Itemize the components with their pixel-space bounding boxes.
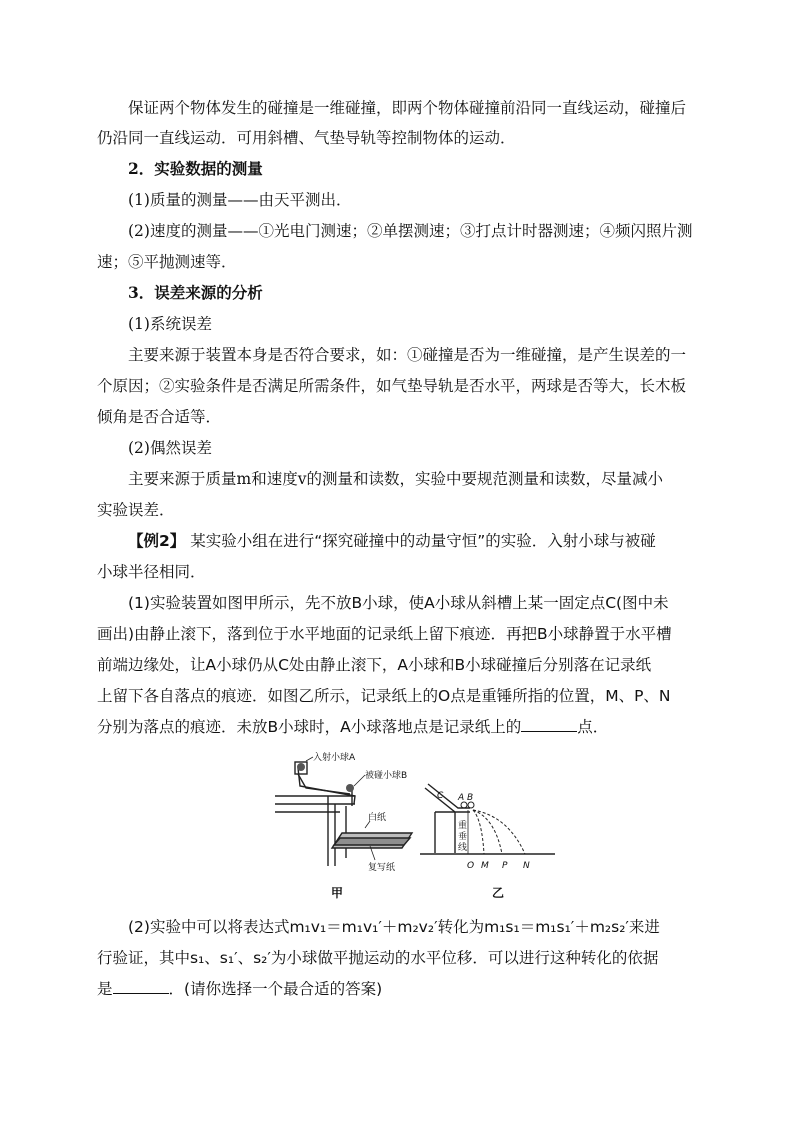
caption-jia: 甲 [331,886,344,900]
label-c: C [437,791,444,801]
section-heading: 2．实验数据的测量 [128,159,263,178]
label-n: N [523,861,530,871]
example-line: 画出)由静止滚下，落到位于水平地面的记录纸上留下痕迹．再把B小球静置于水平槽 [97,625,672,643]
para-line: (1)质量的测量——由天平测出． [128,191,352,209]
para-line: 仍沿同一直线运动．可用斜槽、气垫导轨等控制物体的运动． [97,129,516,147]
para-line: 速；⑤平抛测速等． [97,253,237,271]
subsection-heading: (2)偶然误差 [128,439,212,457]
ball-b-icon [346,784,354,792]
example-line: 行验证，其中s₁、s₁′、s₂′为小球做平抛运动的水平位移．可以进行这种转化的依据 [97,949,659,967]
question-text-end: 点． [577,718,609,736]
example-line [128,530,656,552]
label-carbon-paper: 复写纸 [368,863,396,873]
question-text: 是 [97,980,113,998]
label-m: M [481,861,489,871]
para-line: 个原因；②实验条件是否满足所需条件，如气垫导轨是否水平，两球是否等大，长木板 [97,377,687,395]
experiment-figure [270,748,560,907]
example-line [97,978,382,1000]
example-line [97,716,608,738]
example-line: (2)实验中可以将表达式m₁v₁＝m₁v₁′＋m₂v₂′转化为m₁s₁＝m₁s₁′＋m₂s₂′来进 [128,918,660,936]
label-o: O [467,861,475,871]
label-plumb: 垂 [458,832,468,842]
label-ball-a: 入射小球A [313,753,356,763]
label-ball-b: 被碰小球B [365,771,408,781]
para-line: 实验误差． [97,501,175,519]
label-plumb: 重 [458,821,468,831]
question-text: 分别为落点的痕迹．未放B小球时，A小球落地点是记录纸上的 [97,718,522,736]
ball-a-icon [297,763,305,771]
para-line: 主要来源于质量m和速度v的测量和读数，实验中要规范测量和读数，尽量减小 [128,470,663,488]
example-line: 小球半径相同． [97,563,206,581]
answer-blank [521,717,577,732]
para-line: 主要来源于装置本身是否符合要求，如：①碰撞是否为一维碰撞，是产生误差的一 [128,346,687,364]
example-text: 某实验小组在进行“探究碰撞中的动量守恒”的实验．入射小球与被碰 [190,532,656,550]
caption-yi: 乙 [492,886,505,900]
label-ab: A B [458,793,474,803]
label-white-paper: 白纸 [368,813,387,823]
section-heading: 3．误差来源的分析 [128,283,263,302]
para-line: 保证两个物体发生的碰撞是一维碰撞，即两个物体碰撞前沿同一直线运动，碰撞后 [128,99,687,117]
subsection-heading: (1)系统误差 [128,315,212,333]
example-line: 前端边缘处，让A小球仍从C处由静止滚下，A小球和B小球碰撞后分别落在记录纸 [97,656,652,674]
answer-blank [113,979,169,994]
para-line: (2)速度的测量——①光电门测速；②单摆测速；③打点计时器测速；④频闪照片测 [128,222,693,240]
example-line: (1)实验装置如图甲所示，先不放B小球，使A小球从斜槽上某一固定点C(图中未 [128,594,669,612]
question-text-end: ．(请你选择一个最合适的答案) [168,980,383,998]
example-tag: 【例2】 [128,532,186,550]
label-p: P [502,861,508,871]
label-plumb: 线 [458,843,468,853]
para-line: 倾角是否合适等． [97,408,222,426]
example-line: 上留下各自落点的痕迹．如图乙所示，记录纸上的O点是重锤所指的位置，M、P、N [97,687,671,705]
